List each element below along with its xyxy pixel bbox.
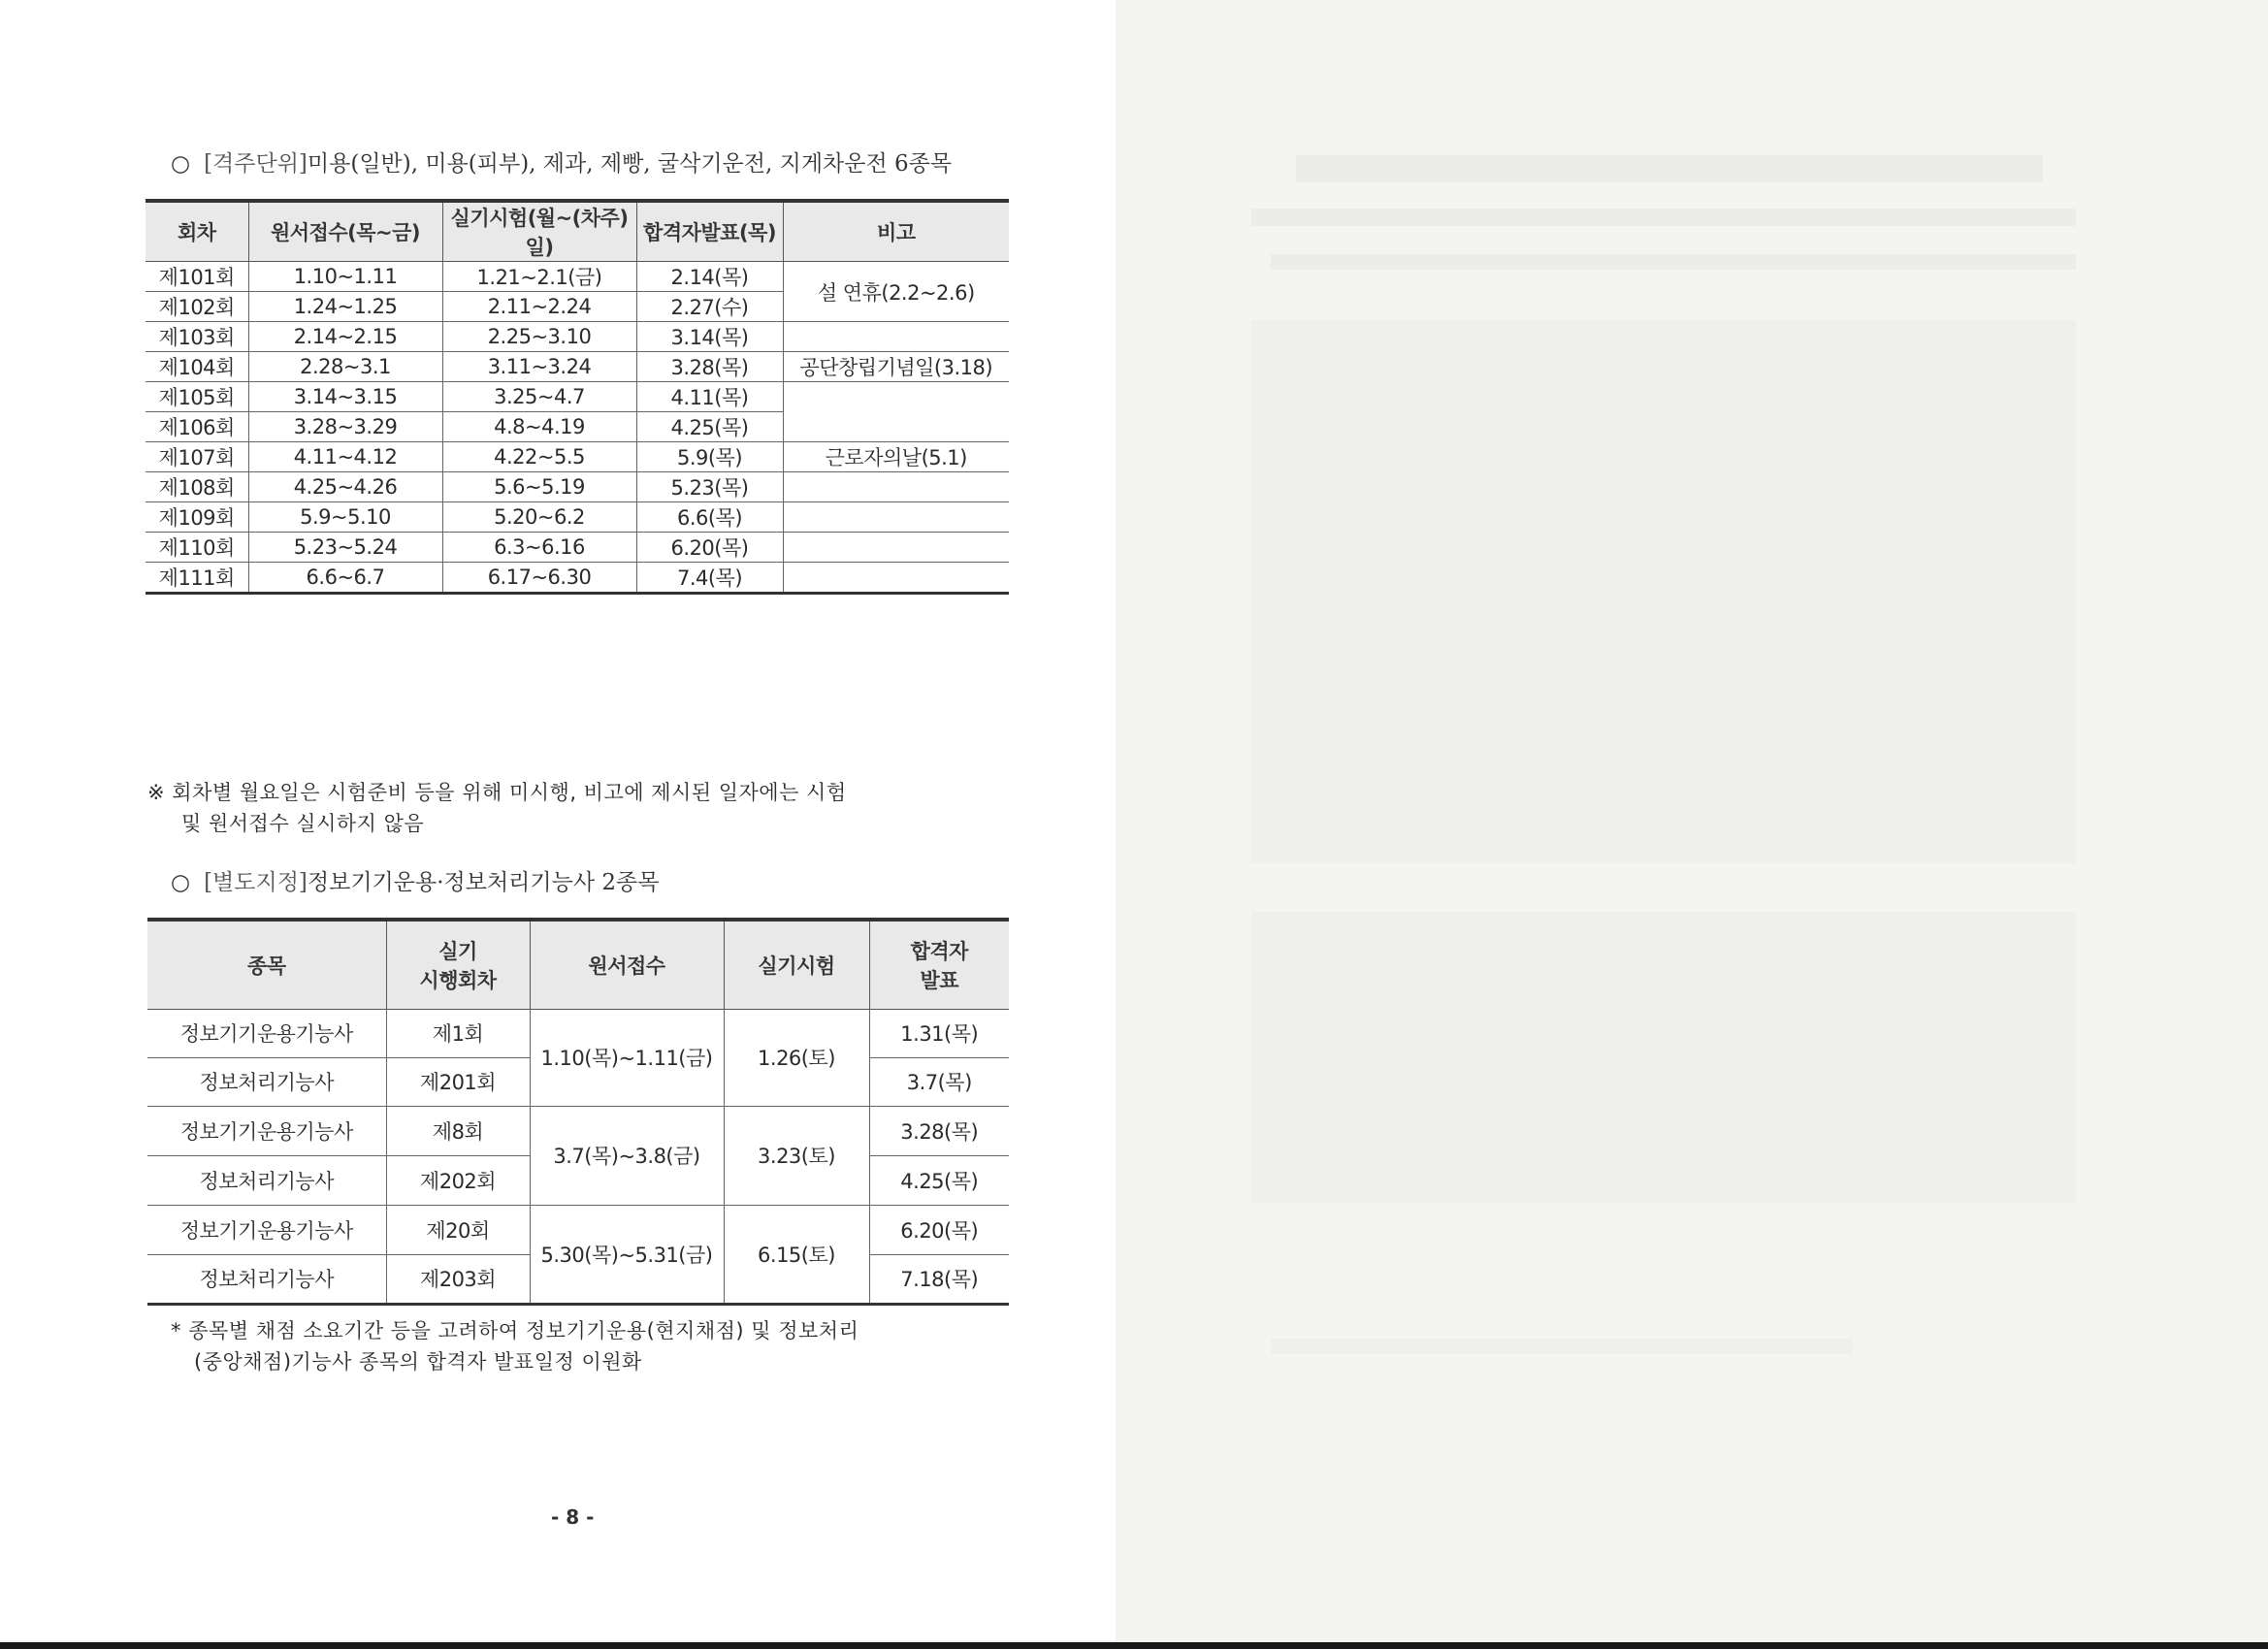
exam-cell: 4.8~4.19 xyxy=(442,412,636,442)
table-row xyxy=(147,1106,1009,1155)
bleed-heading xyxy=(1296,155,2043,182)
announce-cell: 2.14(목) xyxy=(636,262,783,292)
bleed-line xyxy=(1251,209,2076,226)
announce-cell: 5.9(목) xyxy=(636,442,783,472)
round-cell: 제201회 xyxy=(386,1057,530,1106)
section1-title: 미용(일반), 미용(피부), 제과, 제빵, 굴삭기운전, 지게차운전 6종목 xyxy=(307,151,953,177)
round-cell: 제101회 xyxy=(146,262,248,292)
circle-bullet-icon: ○ xyxy=(171,870,191,895)
note1-line2: 및 원서접수 실시하지 않음 xyxy=(181,812,425,835)
exam-cell: 2.25~3.10 xyxy=(442,322,636,352)
subject-cell: 정보기기운용기능사 xyxy=(147,1205,386,1254)
exam-cell: 3.23(토) xyxy=(724,1106,869,1205)
exam-cell: 1.26(토) xyxy=(724,1009,869,1106)
announce-cell: 6.20(목) xyxy=(869,1205,1009,1254)
note1-line1: 회차별 월요일은 시험준비 등을 위해 미시행, 비고에 제시된 일자에는 시험 xyxy=(172,781,847,804)
table-row xyxy=(146,502,1009,533)
application-cell: 6.6~6.7 xyxy=(248,563,442,594)
table-row xyxy=(146,382,1009,412)
subject-cell: 정보기기운용기능사 xyxy=(147,1106,386,1155)
exam-cell: 3.11~3.24 xyxy=(442,352,636,382)
remarks-cell xyxy=(783,502,1009,533)
header-round-line2: 시행회차 xyxy=(419,968,497,992)
section2-heading xyxy=(171,864,659,896)
right-page-bleedthrough xyxy=(1116,0,2268,1649)
announce-cell: 7.18(목) xyxy=(869,1254,1009,1304)
round-cell: 제203회 xyxy=(386,1254,530,1304)
note2-line2: (중앙채점)기능사 종목의 합격자 발표일정 이원화 xyxy=(194,1350,642,1374)
exam-cell: 5.6~5.19 xyxy=(442,472,636,502)
application-cell: 5.9~5.10 xyxy=(248,502,442,533)
table-row xyxy=(146,352,1009,382)
bleed-line xyxy=(1271,254,2076,270)
header-round-line1: 실기 xyxy=(438,939,477,963)
header-announce-line2: 발표 xyxy=(920,968,959,992)
announce-cell: 6.6(목) xyxy=(636,502,783,533)
application-cell: 1.24~1.25 xyxy=(248,292,442,322)
header-round xyxy=(386,920,530,1009)
header-announce-line1: 합격자 xyxy=(910,939,968,963)
circle-bullet-icon: ○ xyxy=(171,151,191,177)
application-cell: 3.14~3.15 xyxy=(248,382,442,412)
round-cell: 제106회 xyxy=(146,412,248,442)
exam-cell: 2.11~2.24 xyxy=(442,292,636,322)
header-application: 원서접수 xyxy=(530,920,724,1009)
header-exam: 실기시험(월~(차주)일) xyxy=(442,201,636,262)
round-cell: 제1회 xyxy=(386,1009,530,1057)
remarks-cell xyxy=(783,472,1009,502)
bleed-table xyxy=(1251,320,2076,863)
round-cell: 제108회 xyxy=(146,472,248,502)
application-cell: 3.7(목)~3.8(금) xyxy=(530,1106,724,1205)
announce-cell: 3.28(목) xyxy=(636,352,783,382)
remarks-cell xyxy=(783,563,1009,594)
bleed-table xyxy=(1251,912,2076,1203)
exam-cell: 5.20~6.2 xyxy=(442,502,636,533)
announce-cell: 1.31(목) xyxy=(869,1009,1009,1057)
header-remarks: 비고 xyxy=(783,201,1009,262)
round-cell: 제102회 xyxy=(146,292,248,322)
application-cell: 3.28~3.29 xyxy=(248,412,442,442)
section1-tag: [격주단위] xyxy=(204,151,308,177)
page-number: - 8 - xyxy=(551,1505,595,1529)
subject-cell: 정보처리기능사 xyxy=(147,1057,386,1106)
remarks-cell: 근로자의날(5.1) xyxy=(783,442,1009,472)
table-header-row xyxy=(146,201,1009,262)
section1-heading xyxy=(171,146,952,178)
scan-edge xyxy=(0,1642,2268,1649)
table-row xyxy=(146,472,1009,502)
subject-cell: 정보기기운용기능사 xyxy=(147,1009,386,1057)
remarks-cell xyxy=(783,382,1009,442)
table-row xyxy=(146,563,1009,594)
remarks-cell: 공단창립기념일(3.18) xyxy=(783,352,1009,382)
announce-cell: 3.7(목) xyxy=(869,1057,1009,1106)
table-row xyxy=(146,262,1009,292)
round-cell: 제110회 xyxy=(146,533,248,563)
header-exam: 실기시험 xyxy=(724,920,869,1009)
announce-cell: 2.27(수) xyxy=(636,292,783,322)
application-cell: 1.10~1.11 xyxy=(248,262,442,292)
header-application: 원서접수(목~금) xyxy=(248,201,442,262)
application-cell: 4.11~4.12 xyxy=(248,442,442,472)
round-cell: 제202회 xyxy=(386,1155,530,1205)
remarks-cell: 설 연휴(2.2~2.6) xyxy=(783,262,1009,322)
biweekly-schedule-table xyxy=(146,199,1009,595)
announce-cell: 4.25(목) xyxy=(869,1155,1009,1205)
application-cell: 1.10(목)~1.11(금) xyxy=(530,1009,724,1106)
header-subject: 종목 xyxy=(147,920,386,1009)
announce-cell: 6.20(목) xyxy=(636,533,783,563)
left-page xyxy=(0,0,1116,1649)
exam-cell: 6.15(토) xyxy=(724,1205,869,1304)
exam-cell: 4.22~5.5 xyxy=(442,442,636,472)
remarks-cell xyxy=(783,533,1009,563)
announce-cell: 4.25(목) xyxy=(636,412,783,442)
application-cell: 2.14~2.15 xyxy=(248,322,442,352)
round-cell: 제107회 xyxy=(146,442,248,472)
announce-cell: 4.11(목) xyxy=(636,382,783,412)
round-cell: 제103회 xyxy=(146,322,248,352)
round-cell: 제111회 xyxy=(146,563,248,594)
round-cell: 제104회 xyxy=(146,352,248,382)
table-row xyxy=(147,1205,1009,1254)
header-announce xyxy=(869,920,1009,1009)
round-cell: 제105회 xyxy=(146,382,248,412)
announce-cell: 3.14(목) xyxy=(636,322,783,352)
announce-cell: 7.4(목) xyxy=(636,563,783,594)
exam-cell: 6.17~6.30 xyxy=(442,563,636,594)
bleed-line xyxy=(1271,1339,1853,1354)
exam-cell: 1.21~2.1(금) xyxy=(442,262,636,292)
note-monday-exclusion xyxy=(147,777,847,839)
exam-cell: 6.3~6.16 xyxy=(442,533,636,563)
section2-title: 정보기기운용·정보처리기능사 2종목 xyxy=(307,870,660,895)
section2-tag: [별도지정] xyxy=(204,870,308,895)
header-round: 회차 xyxy=(146,201,248,262)
designated-schedule-table xyxy=(147,918,1009,1306)
table-row xyxy=(146,533,1009,563)
asterisk-mark-icon: * xyxy=(171,1319,181,1342)
reference-mark-icon: ※ xyxy=(147,781,166,804)
subject-cell: 정보처리기능사 xyxy=(147,1254,386,1304)
round-cell: 제20회 xyxy=(386,1205,530,1254)
note2-line1: 종목별 채점 소요기간 등을 고려하여 정보기기운용(현지채점) 및 정보처리 xyxy=(188,1319,859,1342)
table-row xyxy=(146,442,1009,472)
announce-cell: 5.23(목) xyxy=(636,472,783,502)
exam-cell: 3.25~4.7 xyxy=(442,382,636,412)
table-row xyxy=(147,1009,1009,1057)
announce-cell: 3.28(목) xyxy=(869,1106,1009,1155)
note-grading-period xyxy=(171,1315,859,1377)
table-row xyxy=(146,322,1009,352)
round-cell: 제8회 xyxy=(386,1106,530,1155)
round-cell: 제109회 xyxy=(146,502,248,533)
table-header-row xyxy=(147,920,1009,1009)
application-cell: 5.30(목)~5.31(금) xyxy=(530,1205,724,1304)
subject-cell: 정보처리기능사 xyxy=(147,1155,386,1205)
remarks-cell xyxy=(783,322,1009,352)
application-cell: 2.28~3.1 xyxy=(248,352,442,382)
application-cell: 4.25~4.26 xyxy=(248,472,442,502)
header-announce: 합격자발표(목) xyxy=(636,201,783,262)
application-cell: 5.23~5.24 xyxy=(248,533,442,563)
